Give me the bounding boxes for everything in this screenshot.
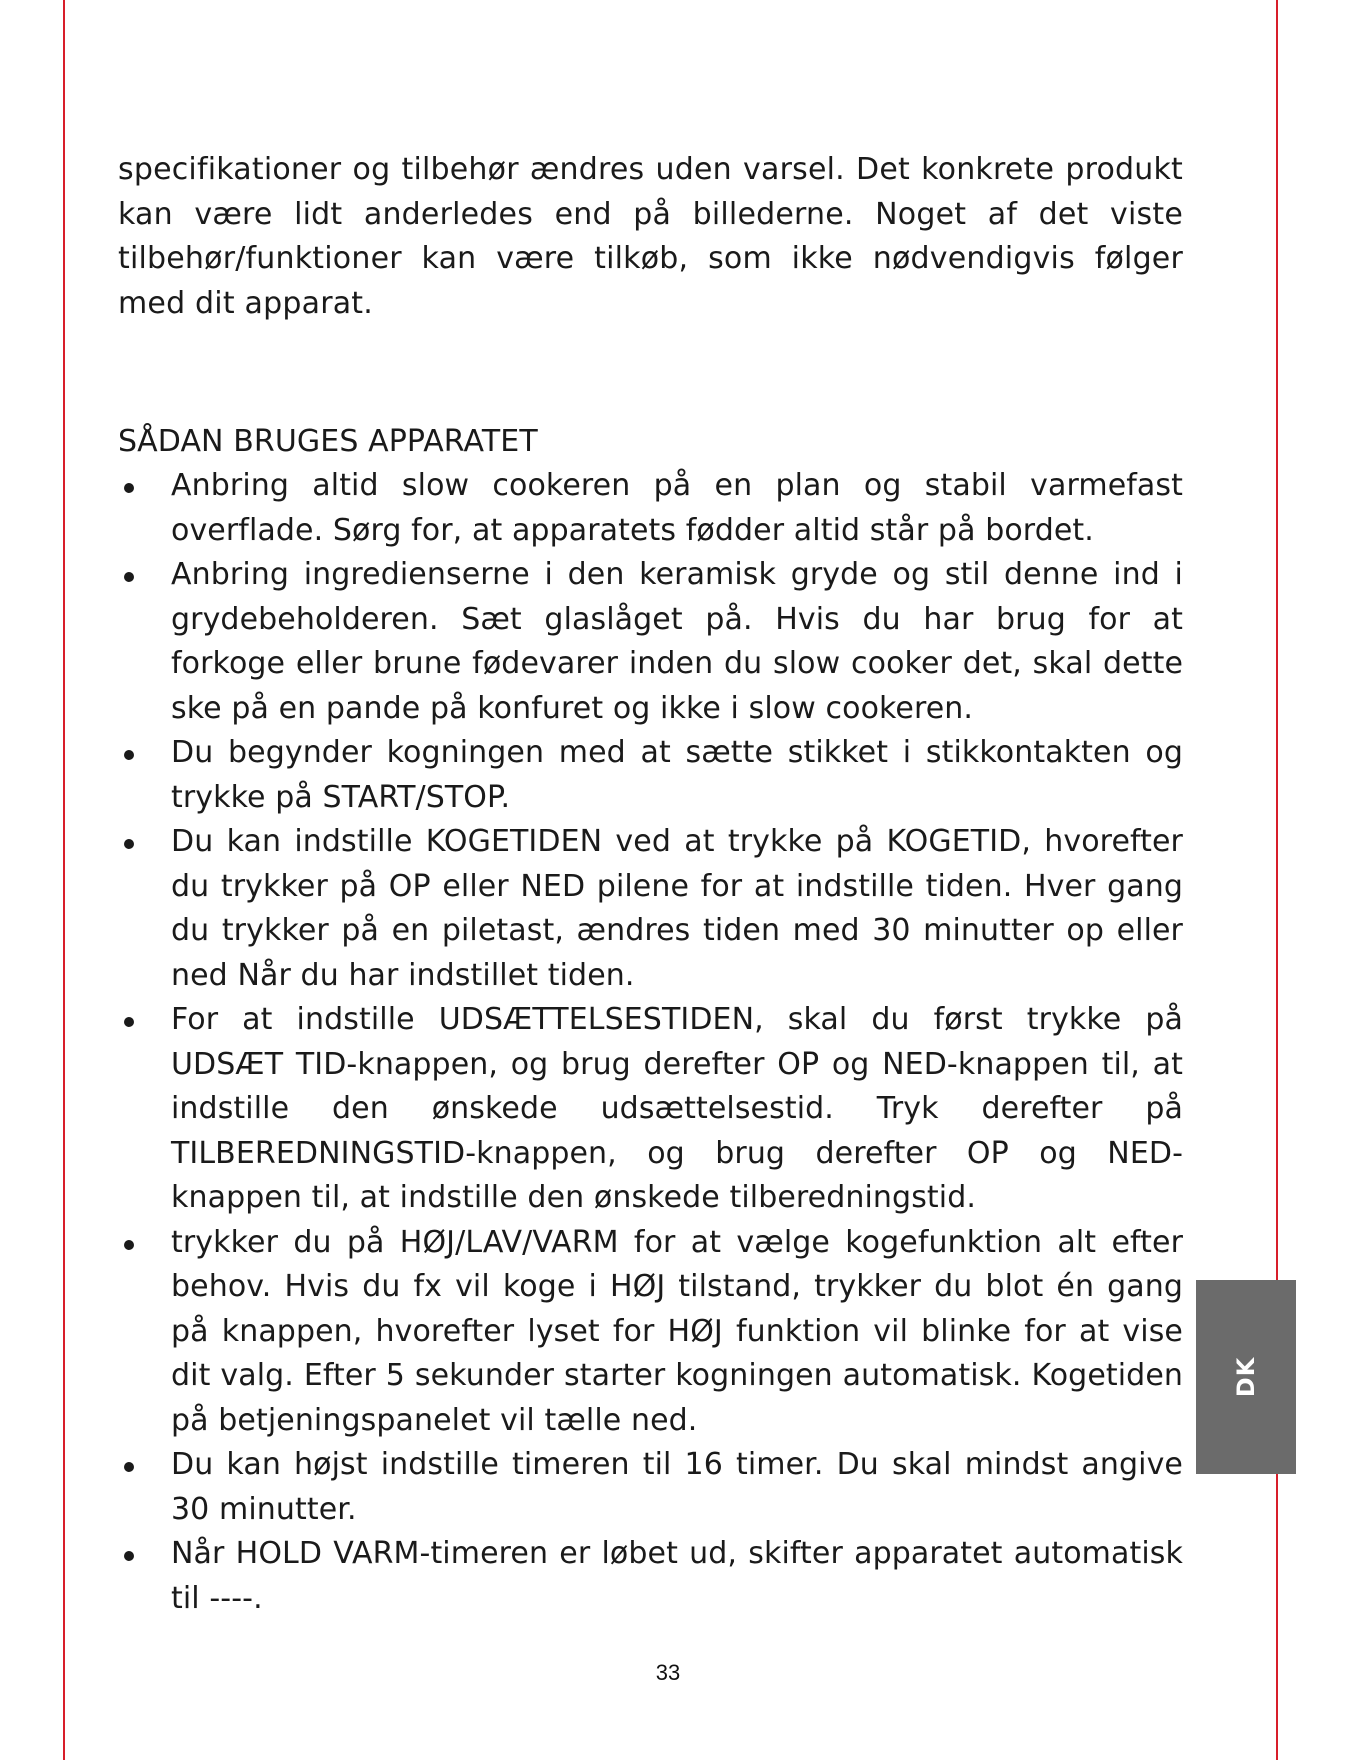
list-item-text: Du begynder kogningen med at sætte stikket i stikkontakten og trykke på START/STOP. — [171, 735, 1183, 815]
section-heading: SÅDAN BRUGES APPARATET — [118, 424, 538, 459]
list-item-text: Når HOLD VARM-timeren er løbet ud, skifter apparatet automatisk til ----. — [171, 1536, 1183, 1616]
instruction-list — [118, 464, 1183, 1621]
list-item-text: Du kan indstille KOGETIDEN ved at trykke på KOGETID, hvorefter du trykker på OP eller NED pilene for at indstille tiden. Hver gang du trykker på en piletast, ændres tiden med 30 minutter op eller ned Når du har indstillet tiden. — [171, 824, 1183, 993]
page-content — [118, 148, 1183, 1621]
list-item — [118, 553, 1183, 731]
bullet-icon — [124, 1017, 134, 1027]
list-item-text: Anbring altid slow cookeren på en plan og stabil varmefast overflade. Sørg for, at apparatets fødder altid står på bordet. — [171, 468, 1183, 548]
bullet-icon — [124, 572, 134, 582]
list-item-text: trykker du på HØJ/LAV/VARM for at vælge kogefunktion alt efter behov. Hvis du fx vil koge i HØJ tilstand, trykker du blot én gang på knappen, hvorefter lyset for HØJ funktion vil blinke for at vise dit valg. Efter 5 sekunder starter kogningen automatisk. Kogetiden på betjeningspanelet vil tælle ned. — [171, 1224, 1183, 1438]
bullet-icon — [124, 1462, 134, 1472]
list-item-text: Du kan højst indstille timeren til 16 timer. Du skal mindst angive 30 minutter. — [171, 1447, 1183, 1527]
language-tab — [1196, 1280, 1296, 1474]
list-item-text: For at indstille UDSÆTTELSESTIDEN, skal du først trykke på UDSÆT TID-knappen, og brug derefter OP og NED-knappen til, at indstille den ønskede udsættelsestid. Tryk derefter på TILBEREDNINGSTID-knappen, og brug derefter OP og NED-knappen til, at indstille den ønskede tilberedningstid. — [171, 1002, 1183, 1215]
list-item — [118, 1221, 1183, 1444]
page-number: 33 — [655, 1660, 681, 1685]
bullet-icon — [124, 750, 134, 760]
list-item-text: Anbring ingredienserne i den keramisk gryde og stil denne ind i grydebeholderen. Sæt glaslåget på. Hvis du har brug for at forkoge eller brune fødevarer inden du slow cooker det, skal dette ske på en pande på konfuret og ikke i slow cookeren. — [171, 557, 1183, 726]
list-item — [118, 998, 1183, 1221]
language-tab-label: DK — [1232, 1356, 1260, 1398]
bullet-icon — [124, 839, 134, 849]
list-item — [118, 1443, 1183, 1532]
intro-paragraph: specifikationer og tilbehør ændres uden varsel. Det konkrete produkt kan være lidt anderledes end på billederne. Noget af det viste tilbehør/funktioner kan være tilkøb, som ikke nødvendigvis følger med dit apparat. — [118, 152, 1183, 321]
list-item — [118, 464, 1183, 553]
list-item — [118, 1532, 1183, 1621]
list-item — [118, 731, 1183, 820]
list-item — [118, 820, 1183, 998]
bullet-icon — [124, 1240, 134, 1250]
bullet-icon — [124, 483, 134, 493]
bullet-icon — [124, 1551, 134, 1561]
